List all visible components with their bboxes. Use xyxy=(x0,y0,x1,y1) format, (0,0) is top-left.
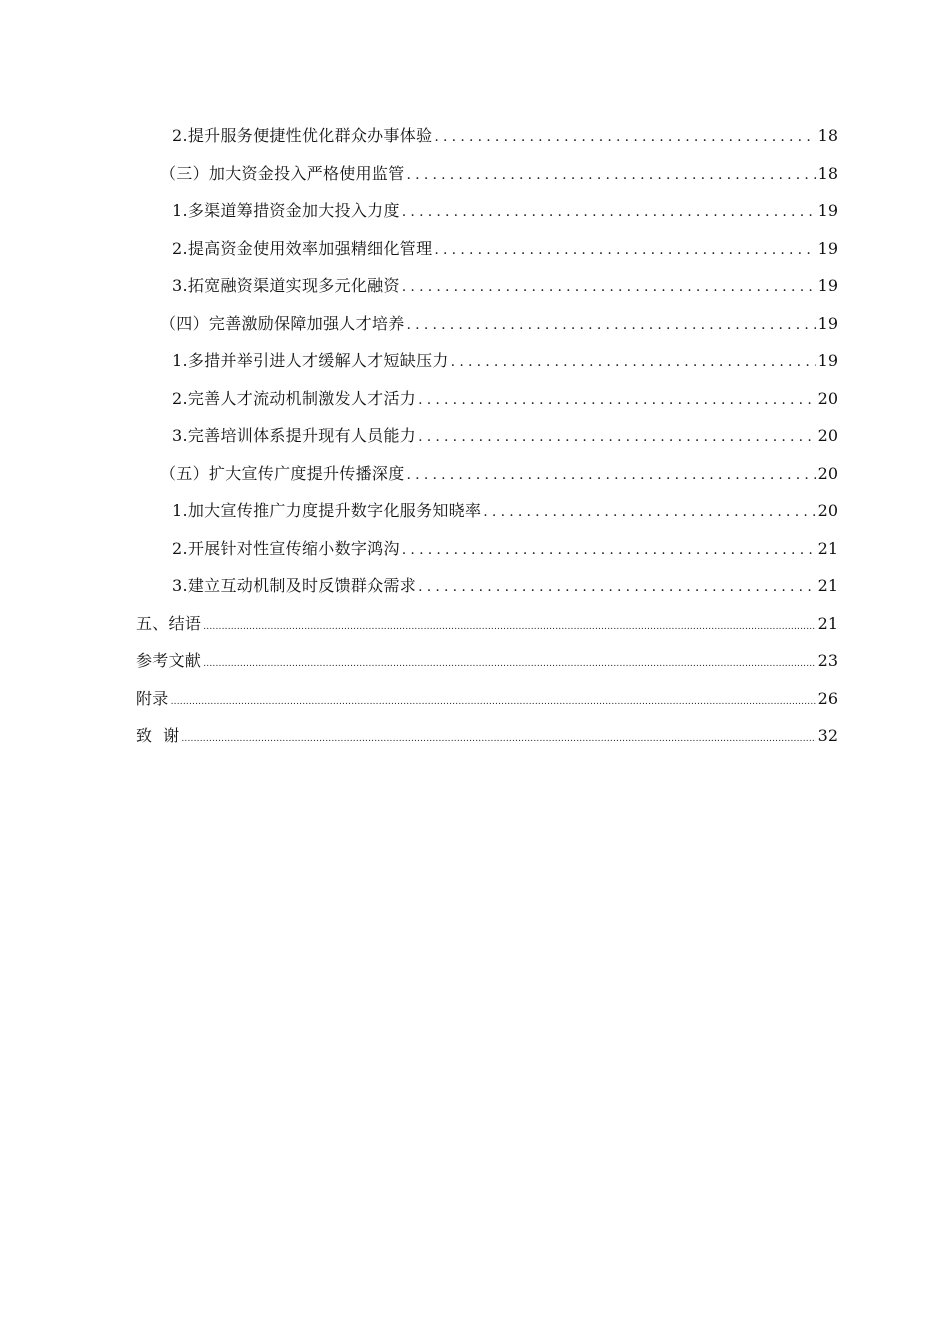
toc-entry[interactable] xyxy=(0,192,838,230)
toc-entry-page: 19 xyxy=(817,238,838,258)
toc-entry-page: 20 xyxy=(817,426,838,445)
toc-entry-page: 20 xyxy=(817,501,838,520)
toc-dot-leader xyxy=(402,532,816,570)
toc-entry-page: 19 xyxy=(817,276,838,295)
toc-entry-page: 19 xyxy=(817,313,838,333)
toc-entry[interactable] xyxy=(0,717,838,755)
toc-dot-leader xyxy=(402,269,816,307)
toc-entry[interactable] xyxy=(0,155,838,193)
toc-entry-label: （五）扩大宣传广度提升传播深度 xyxy=(160,463,405,483)
toc-entry-label: 2.开展针对性宣传缩小数字鸿沟 xyxy=(172,538,400,558)
toc-entry-page: 21 xyxy=(817,576,838,595)
toc-dot-leader xyxy=(418,569,816,607)
toc-entry-page: 23 xyxy=(817,651,838,670)
toc-entry-label: 五、结语 xyxy=(136,613,202,633)
toc-entry-label: 3.完善培训体系提升现有人员能力 xyxy=(172,426,417,445)
toc-entry-label: 2.提高资金使用效率加强精细化管理 xyxy=(172,238,433,258)
toc-entry-page: 20 xyxy=(817,463,838,483)
toc-entry[interactable] xyxy=(0,117,838,155)
toc-entry-label: 2.完善人才流动机制激发人才活力 xyxy=(172,388,417,408)
toc-dot-leader xyxy=(434,232,815,270)
toc-dot-leader xyxy=(181,721,815,759)
toc-entry[interactable] xyxy=(0,605,838,643)
toc-entry-page: 19 xyxy=(817,351,838,370)
toc-entry-label: 1.多措并举引进人才缓解人才短缺压力 xyxy=(172,351,449,370)
toc-entry-label: 1.多渠道筹措资金加大投入力度 xyxy=(172,201,400,220)
toc-entry[interactable] xyxy=(0,567,838,605)
toc-dot-leader xyxy=(418,382,816,420)
toc-entry[interactable] xyxy=(0,530,838,568)
toc-entry-label: 2.提升服务便捷性优化群众办事体验 xyxy=(172,126,433,145)
toc-entry-label: （四）完善激励保障加强人才培养 xyxy=(160,313,405,333)
toc-entry-page: 18 xyxy=(817,163,838,183)
toc-entry[interactable] xyxy=(0,380,838,418)
toc-entry[interactable] xyxy=(0,680,838,718)
toc-entry[interactable] xyxy=(0,642,838,680)
toc-entry-label: 附录 xyxy=(136,688,169,708)
toc-entry-page: 32 xyxy=(817,726,838,745)
toc-entry[interactable] xyxy=(0,492,838,530)
toc-entry-page: 26 xyxy=(817,688,838,708)
toc-entry[interactable] xyxy=(0,455,838,493)
toc-entry-page: 19 xyxy=(817,201,838,220)
toc-entry-page: 21 xyxy=(817,538,838,558)
toc-dot-leader xyxy=(483,494,815,532)
toc-entry-label: 参考文献 xyxy=(136,651,202,670)
toc-entry-page: 20 xyxy=(817,388,838,408)
toc-entry[interactable] xyxy=(0,305,838,343)
toc-entry[interactable] xyxy=(0,267,838,305)
toc-entry-label: 1.加大宣传推广力度提升数字化服务知晓率 xyxy=(172,501,482,520)
table-of-contents xyxy=(0,117,950,755)
toc-dot-leader xyxy=(203,609,815,647)
toc-dot-leader xyxy=(203,646,815,684)
toc-entry-page: 21 xyxy=(817,613,838,633)
toc-dot-leader xyxy=(171,684,816,722)
toc-dot-leader xyxy=(418,419,816,457)
toc-dot-leader xyxy=(407,157,816,195)
toc-dot-leader xyxy=(434,119,815,157)
toc-entry[interactable] xyxy=(0,230,838,268)
toc-entry-label: 3.建立互动机制及时反馈群众需求 xyxy=(172,576,417,595)
toc-dot-leader xyxy=(451,344,816,382)
toc-dot-leader xyxy=(407,307,816,345)
toc-dot-leader xyxy=(407,457,816,495)
toc-entry[interactable] xyxy=(0,342,838,380)
toc-entry-label: 致 谢 xyxy=(136,726,180,745)
toc-entry[interactable] xyxy=(0,417,838,455)
toc-entry-label: 3.拓宽融资渠道实现多元化融资 xyxy=(172,276,400,295)
toc-entry-page: 18 xyxy=(817,126,838,145)
toc-dot-leader xyxy=(402,194,816,232)
toc-entry-label: （三）加大资金投入严格使用监管 xyxy=(160,163,405,183)
